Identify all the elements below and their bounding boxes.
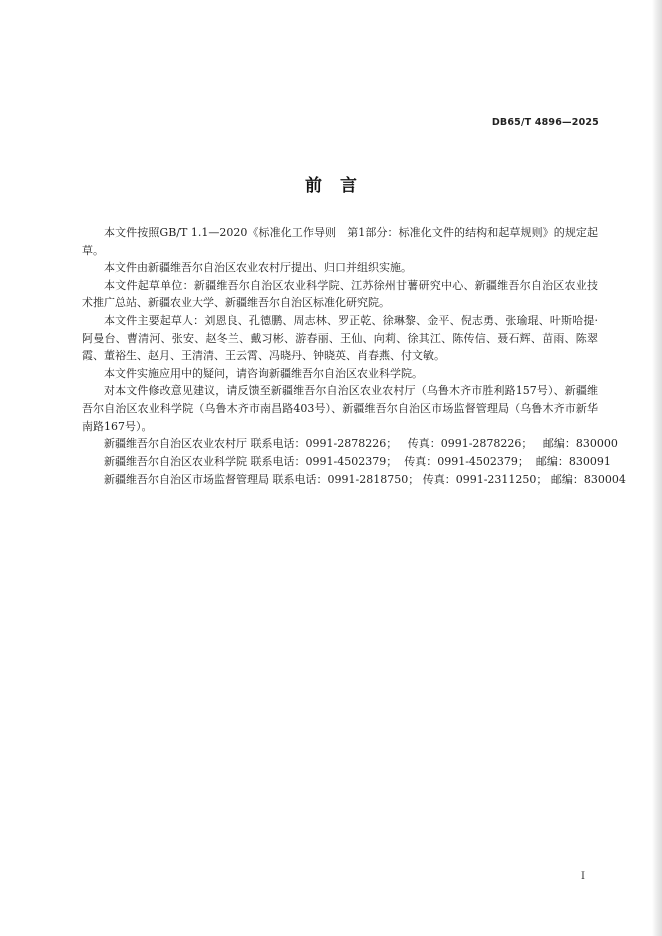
paragraph-drafting-rules: 本文件按照GB/T 1.1—2020《标准化工作导则 第1部分：标准化文件的结构和起草规则》的规定起草。 [82, 226, 598, 257]
contact-phone: 联系电话：0991-2818750； [272, 473, 420, 486]
contact-fax: 传真：0991-2311250； [422, 473, 548, 486]
paragraph-feedback: 对本文件修改意见建议，请反馈至新疆维吾尔自治区农业农村厅（乌鲁木齐市胜利路157号）、新疆维吾尔自治区农业科学院（乌鲁木齐市南昌路403号）、新疆维吾尔自治区市场监督管理局（乌鲁木齐市新华南路167号）。 [82, 384, 598, 433]
contact-org: 新疆维吾尔自治区农业科学院 [104, 455, 247, 468]
contact-line [104, 454, 611, 469]
contact-postcode: 邮编：830091 [535, 455, 611, 468]
paragraph-drafting-units: 本文件起草单位：新疆维吾尔自治区农业科学院、江苏徐州甘薯研究中心、新疆维吾尔自治区农业技术推广总站、新疆农业大学、新疆维吾尔自治区标准化研究院。 [82, 278, 598, 310]
contact-org: 新疆维吾尔自治区农业农村厅 [104, 437, 247, 450]
page-title: 前言 [305, 176, 375, 196]
contact-phone: 联系电话：0991-4502379； [250, 455, 398, 468]
page-number: I [581, 871, 585, 882]
paragraph-inquiry: 本文件实施应用中的疑问，请咨询新疆维吾尔自治区农业科学院。 [104, 366, 423, 380]
contact-postcode: 邮编：830004 [550, 473, 626, 486]
contact-fax: 传真：0991-2878226； [407, 437, 533, 450]
contact-line [104, 472, 626, 487]
paragraph-drafters: 本文件主要起草人：刘恩良、孔德鹏、周志林、罗正乾、徐琳黎、金平、倪志勇、张瑜琨、叶斯哈提·阿曼台、曹清河、张安、赵冬兰、戴习彬、游春丽、王仙、向莉、徐其江、陈传信、聂石辉、苗雨、陈翠霞、董裕生、赵月、王清清、王云霄、冯晓丹、钟晓英、肖春燕、付文敏。 [82, 313, 598, 363]
contact-postcode: 邮编：830000 [542, 437, 618, 450]
contact-org: 新疆维吾尔自治区市场监督管理局 [104, 473, 269, 486]
contact-phone: 联系电话：0991-2878226； [250, 437, 398, 450]
foreword-body [82, 224, 598, 435]
scan-shadow-edge [652, 0, 662, 936]
contact-fax: 传真：0991-4502379； [404, 455, 529, 468]
paragraph-proposer: 本文件由新疆维吾尔自治区农业农村厅提出、归口并组织实施。 [104, 261, 412, 275]
contact-line [104, 436, 618, 451]
document-code: DB65/T 4896—2025 [491, 117, 599, 128]
